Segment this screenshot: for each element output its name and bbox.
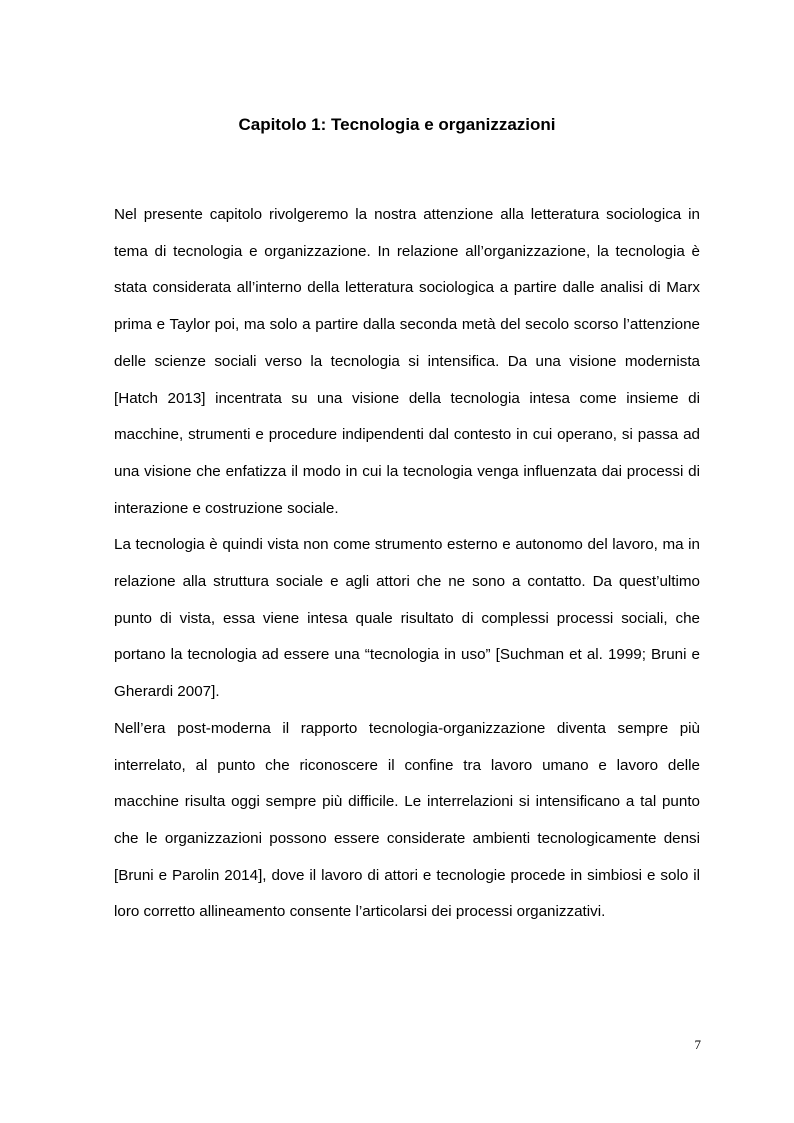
paragraph-2: La tecnologia è quindi vista non come strumento esterno e autonomo del lavoro, ma in relazione alla struttura sociale e agli attori che ne sono a contatto. Da quest’ultimo punto di vista, essa viene intesa quale risultato di complessi processi sociali, che portano la tecnologia ad essere una “tecnologia in uso” [Suchman et al. 1999; Bruni e Gherardi 2007]. (114, 536, 700, 701)
paragraph-1: Nel presente capitolo rivolgeremo la nostra attenzione alla letteratura sociologica in tema di tecnologia e organizzazione. In relazione all’organizzazione, la tecnologia è stata considerata all’interno della letteratura sociologica a partire dalle analisi di Marx prima e Taylor poi, ma solo a partire dalla seconda metà del secolo scorso l’attenzione delle scienze sociali verso la tecnologia si intensifica. Da una visione modernista [Hatch 2013] incentrata su una visione della tecnologia intesa come insieme di macchine, strumenti e procedure indipendenti dal contesto in cui operano, si passa ad una visione che enfatizza il modo in cui la tecnologia venga influenzata dai processi di interazione e costruzione sociale. (114, 206, 700, 517)
chapter-title: Capitolo 1: Tecnologia e organizzazioni (238, 115, 556, 134)
page-number: 7 (694, 1037, 701, 1052)
paragraph-3: Nell’era post-moderna il rapporto tecnologia-organizzazione diventa sempre più interrelato, al punto che riconoscere il confine tra lavoro umano e lavoro delle macchine risulta oggi sempre più difficile. Le interrelazioni si intensificano a tal punto che le organizzazioni possono essere considerate ambienti tecnologicamente densi [Bruni e Parolin 2014], dove il lavoro di attori e tecnologie procede in simbiosi e solo il loro corretto allineamento consente l’articolarsi dei processi organizzativi. (114, 719, 700, 921)
body-text (114, 197, 700, 931)
